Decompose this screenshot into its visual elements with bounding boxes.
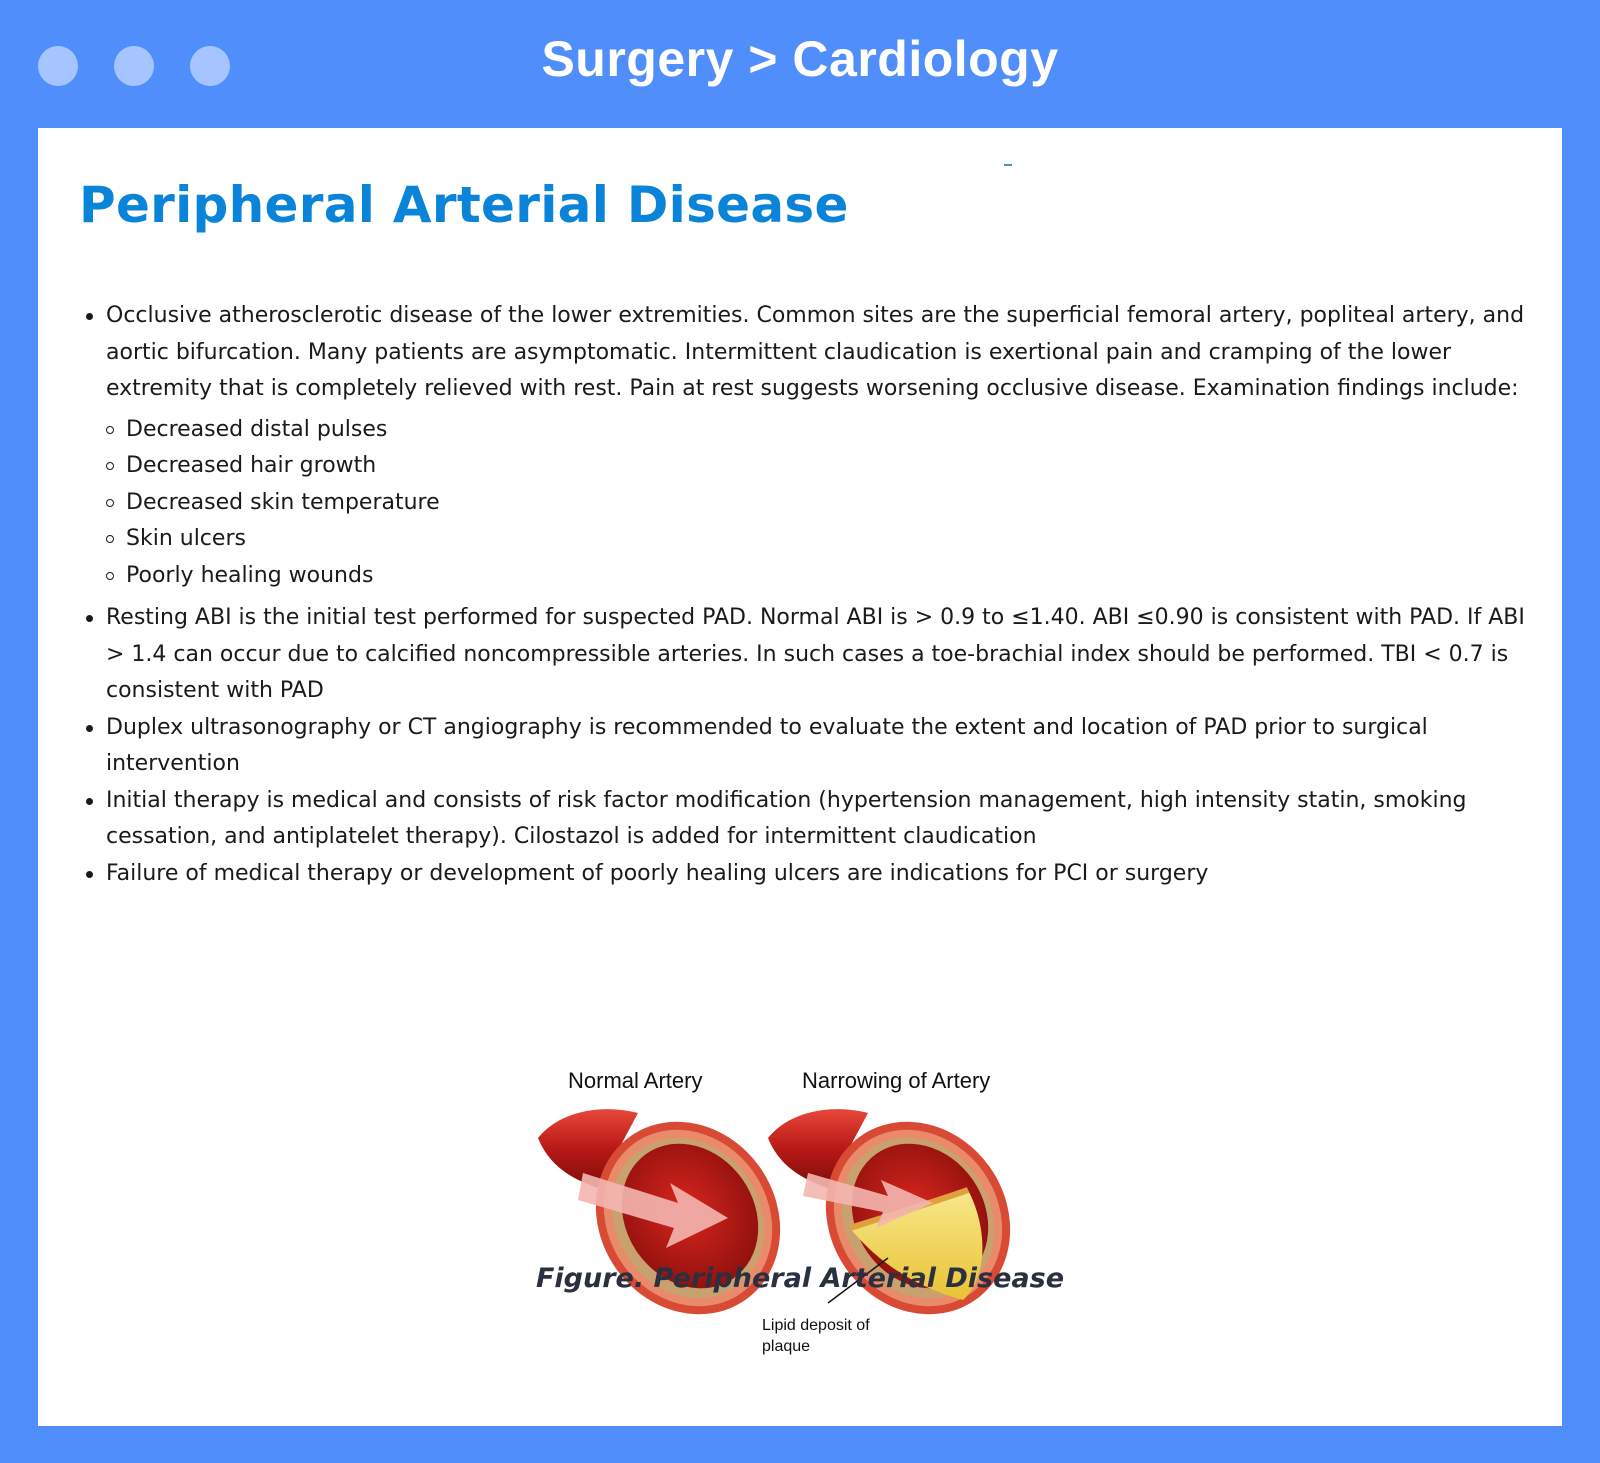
narrowing-artery-label: Narrowing of Artery — [802, 1068, 991, 1093]
decorative-mark — [1004, 164, 1012, 166]
plaque-annotation-line2: plaque — [762, 1338, 811, 1355]
article-body — [80, 298, 1535, 892]
sub-list-item: Decreased hair growth — [126, 448, 1535, 485]
sub-list-item: Skin ulcers — [126, 521, 1535, 558]
normal-artery-label: Normal Artery — [568, 1068, 703, 1093]
page-title: Peripheral Arterial Disease — [79, 176, 849, 234]
bullet-list — [80, 298, 1535, 892]
content-panel — [38, 128, 1562, 1426]
title-bar — [0, 0, 1600, 128]
list-item: Failure of medical therapy or development of poorly healing ulcers are indications for PCI or surgery — [106, 856, 1535, 893]
sub-list-item: Decreased distal pulses — [126, 412, 1535, 449]
bullet-text: Occlusive atherosclerotic disease of the lower extremities. Common sites are the superficial femoral artery, popliteal artery, and aortic bifurcation. Many patients are asymptomatic. Intermittent claudication is exertional pain and cramping of the lower extremity that is completely relieved with rest. Pain at rest suggests worsening occlusive disease. Examination findings include: — [106, 303, 1525, 401]
figure-caption: Figure. Peripheral Arterial Disease — [535, 1263, 1065, 1294]
list-item: Resting ABI is the initial test performed for suspected PAD. Normal ABI is > 0.9 to ≤1.40. ABI ≤0.90 is consistent with PAD. If ABI > 1.4 can occur due to calcified noncompressible arteries. In such cases a toe-brachial index should be performed. TBI < 0.7 is consistent with PAD — [106, 600, 1535, 710]
sub-list-item: Poorly healing wounds — [126, 558, 1535, 595]
sub-list — [106, 412, 1535, 595]
window-title: Surgery > Cardiology — [541, 31, 1059, 87]
sub-list-item: Decreased skin temperature — [126, 485, 1535, 522]
plaque-annotation-line1: Lipid deposit of — [762, 1317, 870, 1334]
list-item: Initial therapy is medical and consists of risk factor modification (hypertension management, high intensity statin, smoking cessation, and antiplatelet therapy). Cilostazol is added for intermittent claudication — [106, 783, 1535, 856]
list-item — [106, 298, 1535, 594]
list-item: Duplex ultrasonography or CT angiography is recommended to evaluate the extent and location of PAD prior to surgical intervention — [106, 710, 1535, 783]
